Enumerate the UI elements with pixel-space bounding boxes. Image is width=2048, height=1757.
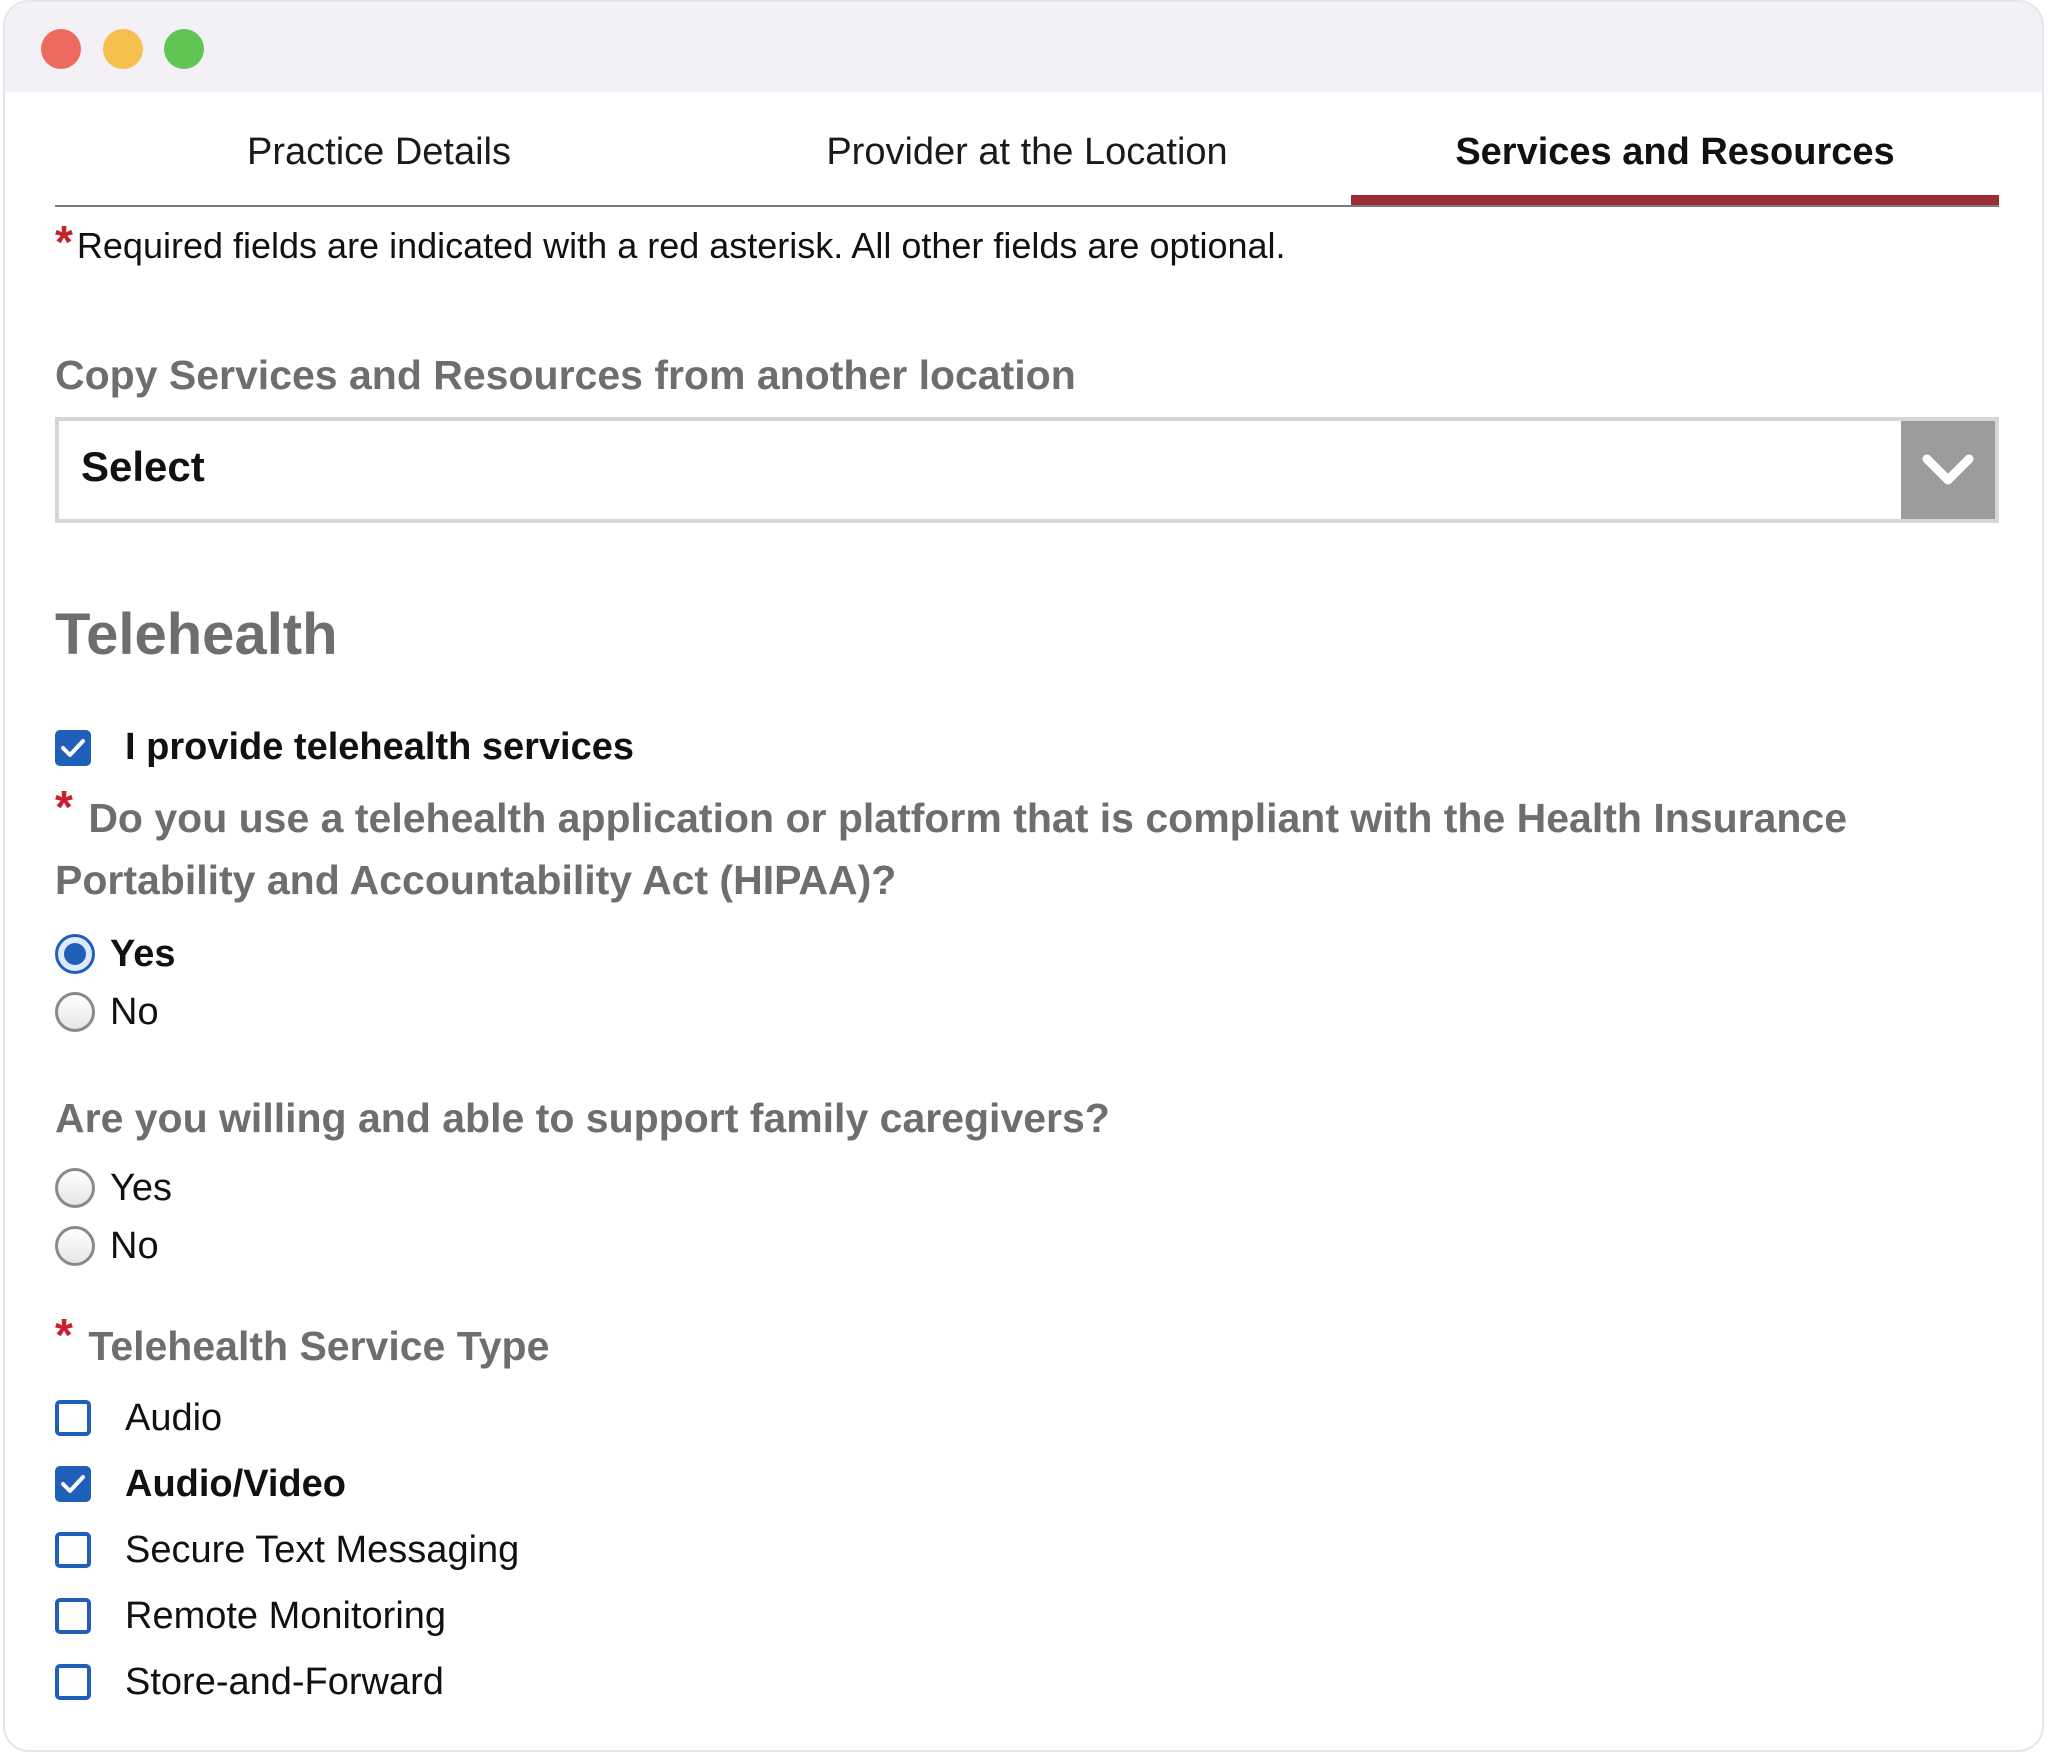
radio-unselected-icon[interactable] <box>55 1226 95 1266</box>
checkbox-unchecked-icon[interactable] <box>55 1598 91 1634</box>
service-type-audio-video[interactable] <box>55 1451 1999 1517</box>
caregivers-no-option[interactable] <box>55 1217 1999 1275</box>
caregivers-yes-label: Yes <box>110 1166 172 1209</box>
service-type-remote-monitoring[interactable] <box>55 1583 1999 1649</box>
required-asterisk-icon: * <box>55 1309 73 1361</box>
checkbox-unchecked-icon[interactable] <box>55 1532 91 1568</box>
hipaa-question-text: Do you use a telehealth application or platform that is compliant with the Health Insurance Portability and Accountability Act (HIPAA)? <box>55 795 1848 903</box>
copy-location-select[interactable] <box>55 417 1999 523</box>
tab-services-and-resources[interactable]: Services and Resources <box>1351 92 1999 205</box>
service-type-label <box>55 1309 1999 1377</box>
caregivers-question: Are you willing and able to support family caregivers? <box>55 1095 1110 1141</box>
tab-bar <box>55 92 1999 207</box>
tab-provider-at-location[interactable]: Provider at the Location <box>826 131 1228 173</box>
copy-location-select-value: Select <box>81 443 205 490</box>
caregivers-yes-option[interactable] <box>55 1159 1999 1217</box>
service-type-secure-text[interactable] <box>55 1517 1999 1583</box>
service-type-audio-label: Audio <box>125 1396 223 1439</box>
form-content <box>55 92 1999 1715</box>
hipaa-no-option[interactable] <box>55 983 1999 1041</box>
maximize-window-button[interactable] <box>164 29 204 69</box>
caregivers-no-label: No <box>110 1224 159 1267</box>
service-type-audio[interactable] <box>55 1385 1999 1451</box>
checkbox-unchecked-icon[interactable] <box>55 1400 91 1436</box>
service-type-audio-video-label: Audio/Video <box>125 1462 346 1505</box>
service-type-label-text: Telehealth Service Type <box>88 1323 550 1369</box>
hipaa-yes-label: Yes <box>110 932 176 975</box>
checkbox-checked-icon[interactable] <box>55 730 91 766</box>
service-type-options <box>55 1385 1999 1715</box>
radio-unselected-icon[interactable] <box>55 1168 95 1208</box>
copy-location-label: Copy Services and Resources from another location <box>55 352 1076 398</box>
checkbox-unchecked-icon[interactable] <box>55 1664 91 1700</box>
provide-telehealth-checkbox[interactable] <box>55 726 1999 769</box>
service-type-remote-monitoring-label: Remote Monitoring <box>125 1594 447 1637</box>
hipaa-question <box>55 781 1999 911</box>
hipaa-yes-option[interactable] <box>55 925 1999 983</box>
required-fields-note <box>55 216 1999 270</box>
app-window <box>3 0 2044 1752</box>
telehealth-heading: Telehealth <box>55 602 338 667</box>
service-type-secure-text-label: Secure Text Messaging <box>125 1528 520 1571</box>
service-type-store-forward-label: Store-and-Forward <box>125 1660 444 1703</box>
hipaa-no-label: No <box>110 990 159 1033</box>
service-type-store-forward[interactable] <box>55 1649 1999 1715</box>
minimize-window-button[interactable] <box>103 29 143 69</box>
checkbox-checked-icon[interactable] <box>55 1466 91 1502</box>
required-asterisk-icon: * <box>55 216 73 268</box>
title-bar <box>5 2 2042 92</box>
radio-selected-icon[interactable] <box>55 934 95 974</box>
required-asterisk-icon: * <box>55 781 73 833</box>
required-note-text: Required fields are indicated with a red asterisk. All other fields are optional. <box>76 225 1286 266</box>
chevron-down-icon[interactable] <box>1901 421 1995 519</box>
provide-telehealth-label: I provide telehealth services <box>125 726 635 768</box>
tab-practice-details[interactable]: Practice Details <box>247 131 511 173</box>
close-window-button[interactable] <box>41 29 81 69</box>
radio-unselected-icon[interactable] <box>55 992 95 1032</box>
